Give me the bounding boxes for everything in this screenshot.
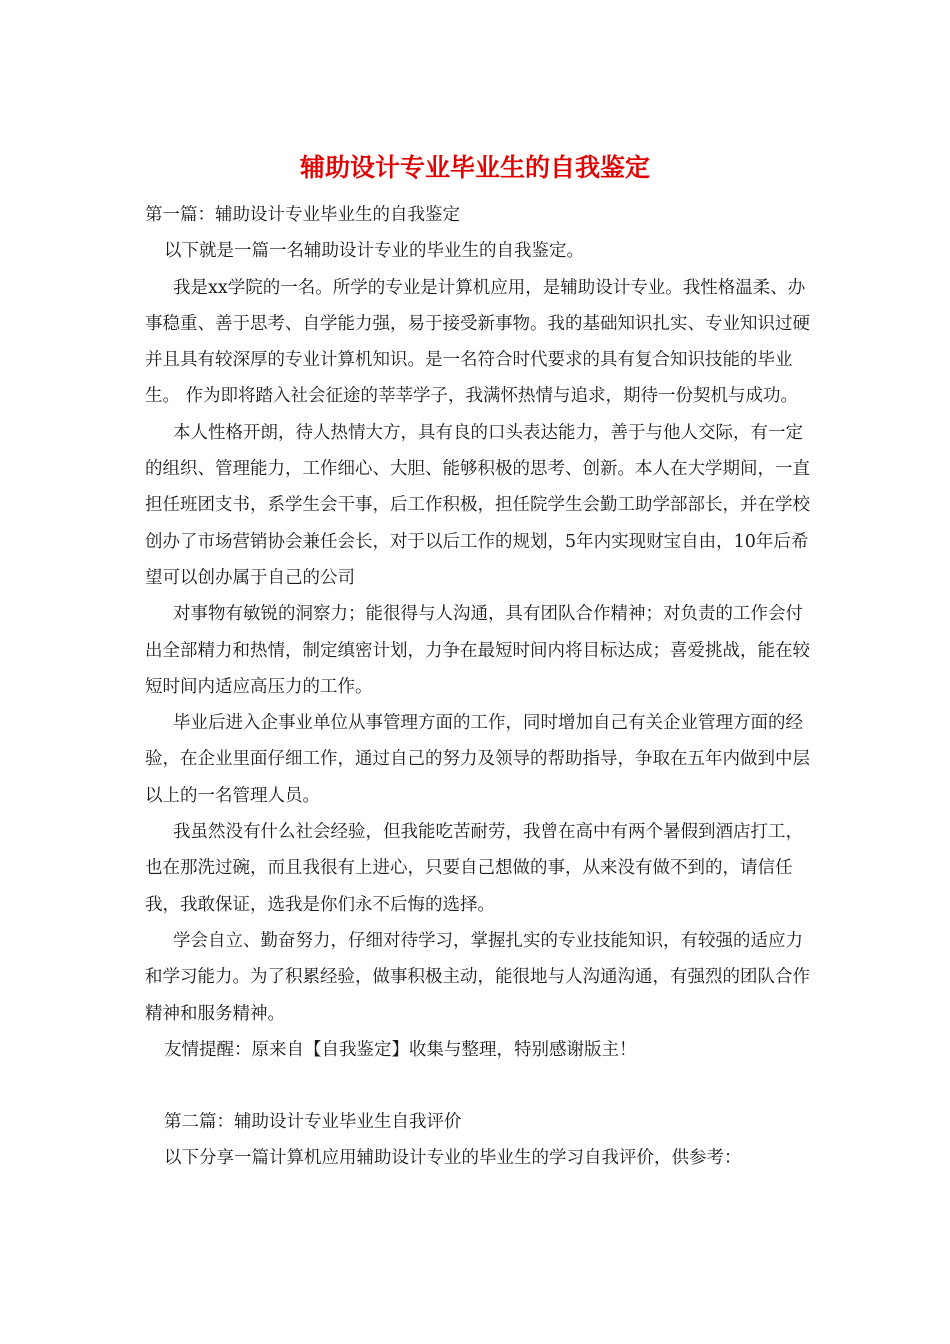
reminder-note: 友情提醒：原来自【自我鉴定】收集与整理，特别感谢版主！ xyxy=(164,1039,637,1060)
body-paragraph: 学会自立、勤奋努力，仔细对待学习，掌握扎实的专业技能知识，有较强的适应力和学习能力。为了积累经验，做事积极主动，能很地与人沟通沟通，有强烈的团队合作精神和服务精神。 xyxy=(145,930,810,1024)
intro-paragraph: 以下分享一篇计算机应用辅助设计专业的毕业生的学习自我评价，供参考： xyxy=(164,1148,742,1169)
body-paragraph: 我是xx学院的一名。所学的专业是计算机应用，是辅助设计专业。我性格温柔、办事稳重、善于思考、自学能力强，易于接受新事物。我的基础知识扎实、专业知识过硬并且具有较深厚的专业计算机知识。是一名符合时代要求的具有复合知识技能的毕业生。 作为即将踏入社会征途的莘莘学子，我满怀热情与追求，期待一份契机与成功。 xyxy=(145,277,810,407)
section-heading: 第二篇：辅助设计专业毕业生自我评价 xyxy=(164,1112,462,1133)
document-body xyxy=(145,197,810,1177)
document-title: 辅助设计专业毕业生的自我鉴定 xyxy=(299,153,650,182)
body-paragraph: 本人性格开朗，待人热情大方，具有良的口头表达能力，善于与他人交际，有一定的组织、管理能力，工作细心、大胆、能够积极的思考、创新。本人在大学期间，一直担任班团支书，系学生会干事，后工作积极，担任院学生会勤工助学部部长，并在学校创办了市场营销协会兼任会长，对于以后工作的规划，5年内实现财宝自由，10年后希望可以创办属于自己的公司 xyxy=(145,422,810,588)
body-paragraph: 对事物有敏锐的洞察力；能很得与人沟通，具有团队合作精神；对负责的工作会付出全部精力和热情，制定缜密计划，力争在最短时间内将目标达成；喜爱挑战，能在较短时间内适应高压力的工作。 xyxy=(145,604,810,697)
body-paragraph: 我虽然没有什么社会经验，但我能吃苦耐劳，我曾在高中有两个暑假到酒店打工，也在那洗过碗，而且我很有上进心，只要自己想做的事，从来没有做不到的，请信任我，我敢保证，选我是你们永不后悔的选择。 xyxy=(145,822,803,915)
body-paragraph: 毕业后进入企事业单位从事管理方面的工作，同时增加自己有关企业管理方面的经验，在企业里面仔细工作，通过自己的努力及领导的帮助指导，争取在五年内做到中层以上的一名管理人员。 xyxy=(145,713,810,806)
section-heading: 第一篇：辅助设计专业毕业生的自我鉴定 xyxy=(145,205,460,225)
blank-line xyxy=(145,1068,810,1104)
intro-paragraph: 以下就是一篇一名辅助设计专业的毕业生的自我鉴定。 xyxy=(164,241,584,262)
